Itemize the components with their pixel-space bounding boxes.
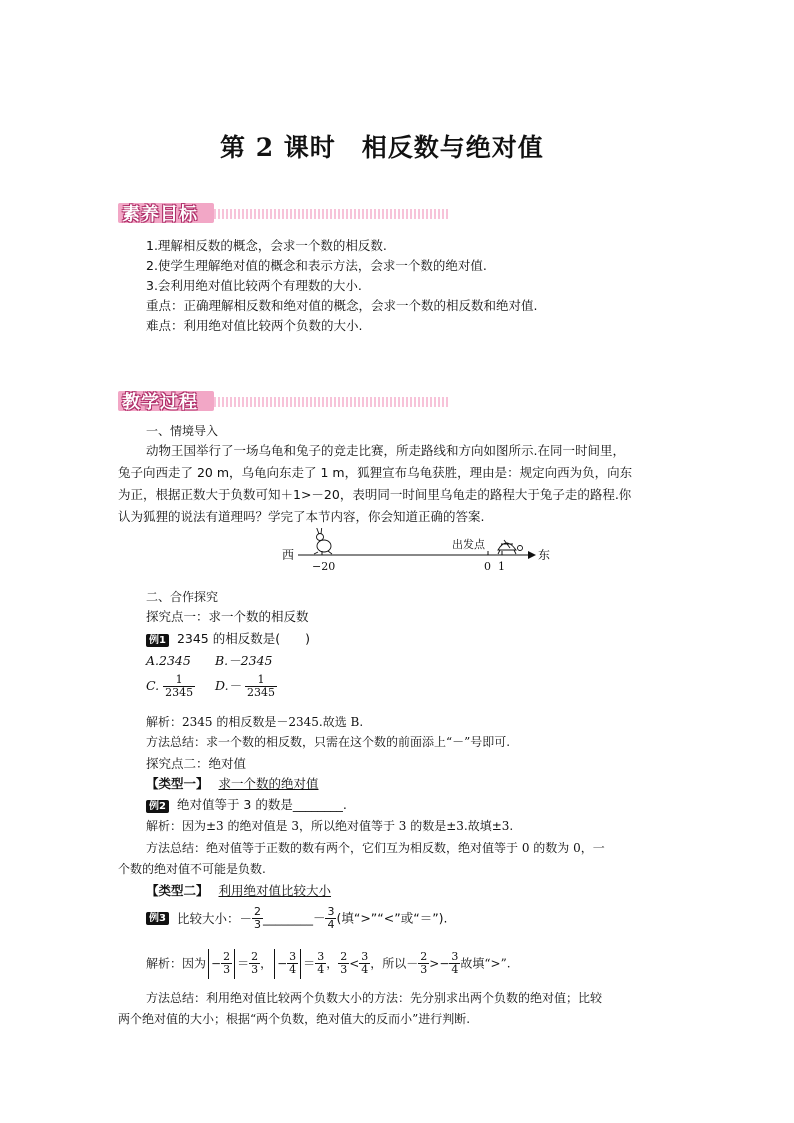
option-d-prefix: D.－ <box>215 678 242 693</box>
point1-heading: 探究点一：求一个数的相反数 <box>146 609 309 624</box>
denominator: 4 <box>289 963 297 976</box>
example-badge: 例1 <box>146 634 169 647</box>
analysis-end: 故填“>”. <box>460 956 511 971</box>
example-1-analysis: 解析：2345 的相反数是－2345.故选 B. <box>146 715 364 729</box>
equals-sign: ＝ <box>237 956 250 971</box>
fraction <box>252 906 263 931</box>
fraction <box>418 951 429 976</box>
numerator: 1 <box>245 674 277 687</box>
section-heading-process: 教学过程 <box>122 392 198 413</box>
tick-label-0: 0 <box>484 560 491 573</box>
section-banner-process <box>118 388 448 412</box>
fraction <box>249 951 260 976</box>
option-c <box>146 674 195 699</box>
answer-blank: ________－ <box>262 910 326 926</box>
fraction <box>338 951 349 976</box>
example-2-question <box>146 797 347 813</box>
intro-line-3: 为正，根据正数大于负数可知＋1>－20，表明同一时间里乌龟走的路程大于兔子走的路程.你 <box>118 487 632 502</box>
numerator: 3 <box>327 905 335 918</box>
abs-bar <box>234 949 235 979</box>
question-prefix: 比较大小：－ <box>176 910 252 926</box>
denominator: 4 <box>361 963 369 976</box>
comma: ， <box>370 956 383 971</box>
question-text: 2345 的相反数是( ) <box>176 631 310 646</box>
comma: ， <box>326 956 339 971</box>
label-start: 出发点 <box>452 538 485 551</box>
example-1-question <box>146 631 310 647</box>
denominator: 3 <box>420 963 428 976</box>
minus-sign: − <box>211 956 222 971</box>
option-a: A.2345 <box>146 653 191 668</box>
tick-label-1: 1 <box>498 560 505 573</box>
option-c-prefix: C. <box>146 678 160 693</box>
type1-heading <box>146 776 319 792</box>
abs-bar <box>300 949 301 979</box>
fraction <box>325 906 336 931</box>
difficulty: 难点：利用绝对值比较两个负数的大小. <box>146 318 363 333</box>
denominator: 2345 <box>165 686 194 699</box>
denominator: 3 <box>251 963 259 976</box>
numerator: 2 <box>223 950 231 963</box>
goal-line-3: 3.会利用绝对值比较两个有理数的大小. <box>146 278 362 293</box>
section-banner-goals <box>118 200 448 224</box>
question-suffix: (填“>”“<”或“＝”). <box>336 910 448 926</box>
point2-heading: 探究点二：绝对值 <box>146 756 247 771</box>
denominator: 3 <box>253 918 261 931</box>
denominator: 4 <box>327 918 335 931</box>
greater-than: >− <box>429 956 450 971</box>
numerator: 3 <box>451 950 459 963</box>
denominator: 2345 <box>247 686 276 699</box>
denominator: 4 <box>317 963 325 976</box>
equals-sign: ＝ <box>303 956 316 971</box>
example-3-question <box>146 906 448 931</box>
example-badge: 例3 <box>146 912 169 925</box>
example-2-method-2: 个数的绝对值不可能是负数. <box>118 862 266 876</box>
numerator: 2 <box>251 950 259 963</box>
intro-line-4: 认为狐狸的说法有道理吗？学完了本节内容，你会知道正确的答案. <box>118 509 485 524</box>
label-east: 东 <box>538 548 551 562</box>
numerator: 3 <box>361 950 369 963</box>
example-3-analysis <box>146 948 511 979</box>
fraction <box>245 674 277 699</box>
option-b: B.－2345 <box>215 653 273 668</box>
example-badge: 例2 <box>146 800 169 813</box>
rabbit-icon <box>314 528 332 554</box>
example-2-method-1: 方法总结：绝对值等于正数的数有两个，它们互为相反数，绝对值等于 0 的数为 0，一 <box>146 841 605 855</box>
label-west: 西 <box>282 548 295 562</box>
example-3-method-1: 方法总结：利用绝对值比较两个负数大小的方法：先分别求出两个负数的绝对值；比较 <box>146 991 603 1005</box>
denominator: 3 <box>223 963 231 976</box>
fraction <box>315 951 326 976</box>
numerator: 2 <box>420 950 428 963</box>
part2-heading: 二、合作探究 <box>146 590 219 604</box>
abs-bar <box>274 949 275 979</box>
fraction <box>449 951 460 976</box>
intro-heading: 一、情境导入 <box>146 424 219 438</box>
intro-line-1: 动物王国举行了一场乌龟和兔子的竞走比赛，所走路线和方向如图所示.在同一时间里， <box>146 443 625 458</box>
section-heading-goals: 素养目标 <box>122 204 198 225</box>
numerator: 1 <box>163 674 195 687</box>
goal-line-2: 2.使学生理解绝对值的概念和表示方法，会求一个数的绝对值. <box>146 258 487 273</box>
type2-heading <box>146 883 331 899</box>
less-than: < <box>349 956 360 971</box>
key-point: 重点：正确理解相反数和绝对值的概念，会求一个数的相反数和绝对值. <box>146 298 538 313</box>
minus-sign: − <box>277 956 288 971</box>
comma: ， <box>260 956 273 971</box>
fraction <box>163 674 195 699</box>
numerator: 2 <box>340 950 348 963</box>
fraction <box>287 951 298 976</box>
fraction <box>221 951 232 976</box>
option-d <box>215 674 277 699</box>
example-2-analysis: 解析：因为±3 的绝对值是 3，所以绝对值等于 3 的数是±3.故填±3. <box>146 819 514 833</box>
so-text: 所以－ <box>382 956 419 971</box>
intro-line-2: 兔子向西走了 20 m，乌龟向东走了 1 m，狐狸宣布乌龟获胜，理由是：规定向西为负，向东 <box>118 465 633 480</box>
type-title: 求一个数的绝对值 <box>218 776 319 791</box>
numerator: 3 <box>289 950 297 963</box>
race-figure <box>280 528 550 576</box>
example-1-method: 方法总结：求一个数的相反数，只需在这个数的前面添上“－”号即可. <box>146 735 511 749</box>
example-3-method-2: 两个绝对值的大小；根据“两个负数，绝对值大的反而小”进行判断. <box>118 1012 471 1026</box>
type-label: 【类型二】 <box>146 883 209 898</box>
abs-bar <box>208 949 209 979</box>
numerator: 2 <box>253 905 261 918</box>
analysis-prefix: 解析：因为 <box>146 956 207 971</box>
page-title: 第 2 课时 相反数与绝对值 <box>220 133 544 162</box>
denominator: 4 <box>451 963 459 976</box>
arrow-east <box>528 551 536 559</box>
fraction <box>359 951 370 976</box>
denominator: 3 <box>340 963 348 976</box>
type-title: 利用绝对值比较大小 <box>218 883 332 898</box>
question-text: 绝对值等于 3 的数是________. <box>176 797 347 812</box>
type-label: 【类型一】 <box>146 776 209 791</box>
tick-label-neg20: −20 <box>312 560 336 573</box>
goal-line-1: 1.理解相反数的概念，会求一个数的相反数. <box>146 238 387 253</box>
numerator: 3 <box>317 950 325 963</box>
